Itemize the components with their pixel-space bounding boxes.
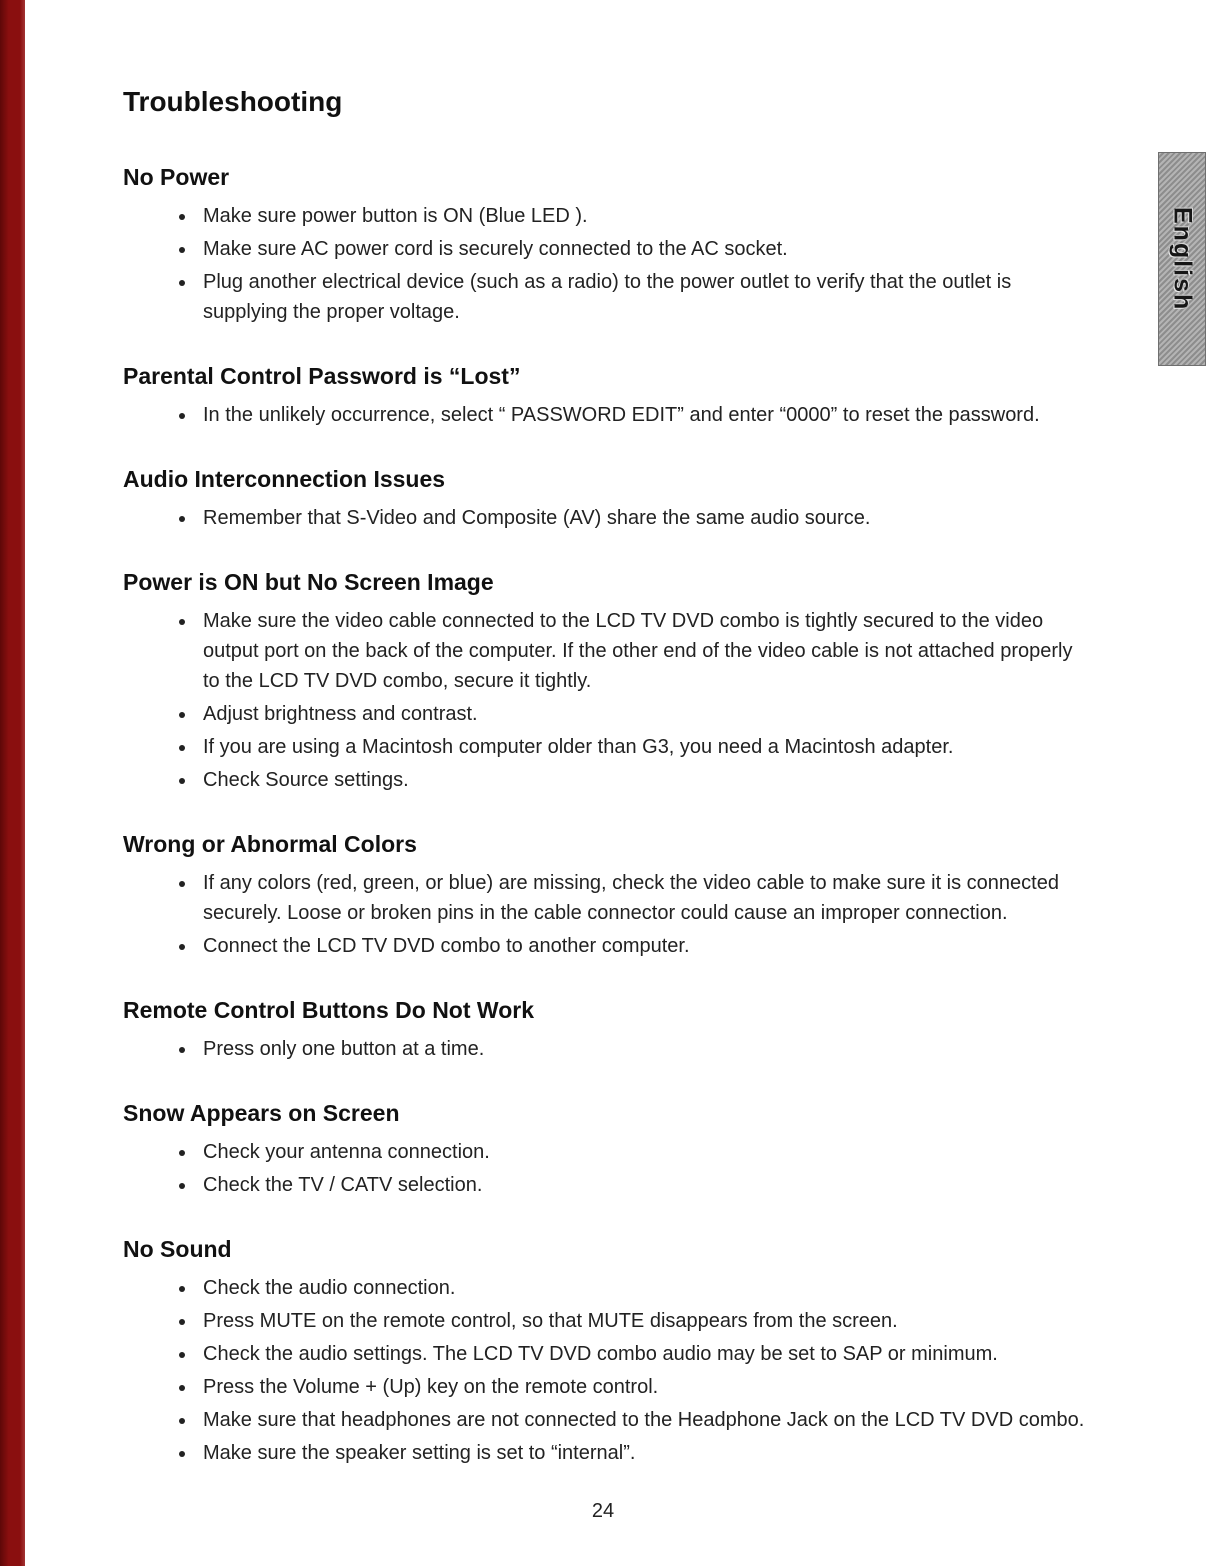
section-audio-interconnection	[123, 466, 1088, 533]
section-heading: Audio Interconnection Issues	[123, 466, 446, 492]
bullet-item: • Check your antenna connection.	[197, 1137, 1088, 1167]
bullet-item: • Check the TV / CATV selection.	[197, 1170, 1088, 1200]
document-page	[123, 86, 1088, 1471]
section-snow-on-screen	[123, 1100, 1088, 1200]
section-heading: Snow Appears on Screen	[123, 1100, 400, 1126]
section-heading: Parental Control Password is “Lost”	[123, 363, 521, 389]
bullet-item: • Remember that S-Video and Composite (AV) share the same audio source.	[197, 503, 1088, 533]
bullet-item: • Connect the LCD TV DVD combo to another computer.	[197, 931, 1088, 961]
bullet-item: • If any colors (red, green, or blue) are missing, check the video cable to make sure it is connected securely. Loose or broken pins in the cable connector could cause an improper connection.	[197, 868, 1088, 928]
bullet-item: • Press the Volume + (Up) key on the remote control.	[197, 1372, 1088, 1402]
page-number: 24	[591, 1500, 615, 1522]
section-abnormal-colors	[123, 831, 1088, 961]
section-heading: Power is ON but No Screen Image	[123, 569, 494, 595]
bullet-list	[123, 400, 1088, 430]
section-no-power	[123, 164, 1088, 327]
bullet-list	[123, 201, 1088, 327]
bullet-item: • Press only one button at a time.	[197, 1034, 1088, 1064]
bullet-list	[123, 1034, 1088, 1064]
section-no-sound	[123, 1236, 1088, 1468]
page-title: Troubleshooting	[123, 86, 343, 117]
bullet-item: • Check Source settings.	[197, 765, 1088, 795]
section-remote-buttons	[123, 997, 1088, 1064]
bullet-item: • Plug another electrical device (such as a radio) to the power outlet to verify that the outlet is supplying the proper voltage.	[197, 267, 1088, 327]
section-no-screen-image	[123, 569, 1088, 795]
bullet-item: • Adjust brightness and contrast.	[197, 699, 1088, 729]
bullet-item: • Make sure AC power cord is securely connected to the AC socket.	[197, 234, 1088, 264]
bullet-list	[123, 503, 1088, 533]
bullet-item: • Make sure the speaker setting is set to “internal”.	[197, 1438, 1088, 1468]
english-tab-label: English	[1168, 206, 1197, 312]
bullet-list	[123, 1273, 1088, 1468]
bullet-list	[123, 868, 1088, 961]
section-heading: Wrong or Abnormal Colors	[123, 831, 417, 857]
bullet-list	[123, 606, 1088, 795]
section-heading: No Power	[123, 164, 230, 190]
bullet-list	[123, 1137, 1088, 1200]
bullet-item: • Check the audio settings. The LCD TV DVD combo audio may be set to SAP or minimum.	[197, 1339, 1088, 1369]
bullet-item: • Make sure power button is ON (Blue LED ).	[197, 201, 1088, 231]
bullet-item: • Press MUTE on the remote control, so that MUTE disappears from the screen.	[197, 1306, 1088, 1336]
english-language-tab	[1158, 152, 1206, 366]
section-heading: Remote Control Buttons Do Not Work	[123, 997, 534, 1023]
section-parental-control-password	[123, 363, 1088, 430]
bullet-item: • Make sure that headphones are not connected to the Headphone Jack on the LCD TV DVD combo.	[197, 1405, 1088, 1435]
section-heading: No Sound	[123, 1236, 232, 1262]
bullet-item: • Make sure the video cable connected to the LCD TV DVD combo is tightly secured to the video output port on the back of the computer. If the other end of the video cable is not attached properly to the LCD TV DVD combo, secure it tightly.	[197, 606, 1088, 696]
binding-edge-stripe	[0, 0, 25, 1566]
bullet-item: • If you are using a Macintosh computer older than G3, you need a Macintosh adapter.	[197, 732, 1088, 762]
bullet-item: • In the unlikely occurrence, select “ PASSWORD EDIT” and enter “0000” to reset the password.	[197, 400, 1088, 430]
bullet-item: • Check the audio connection.	[197, 1273, 1088, 1303]
